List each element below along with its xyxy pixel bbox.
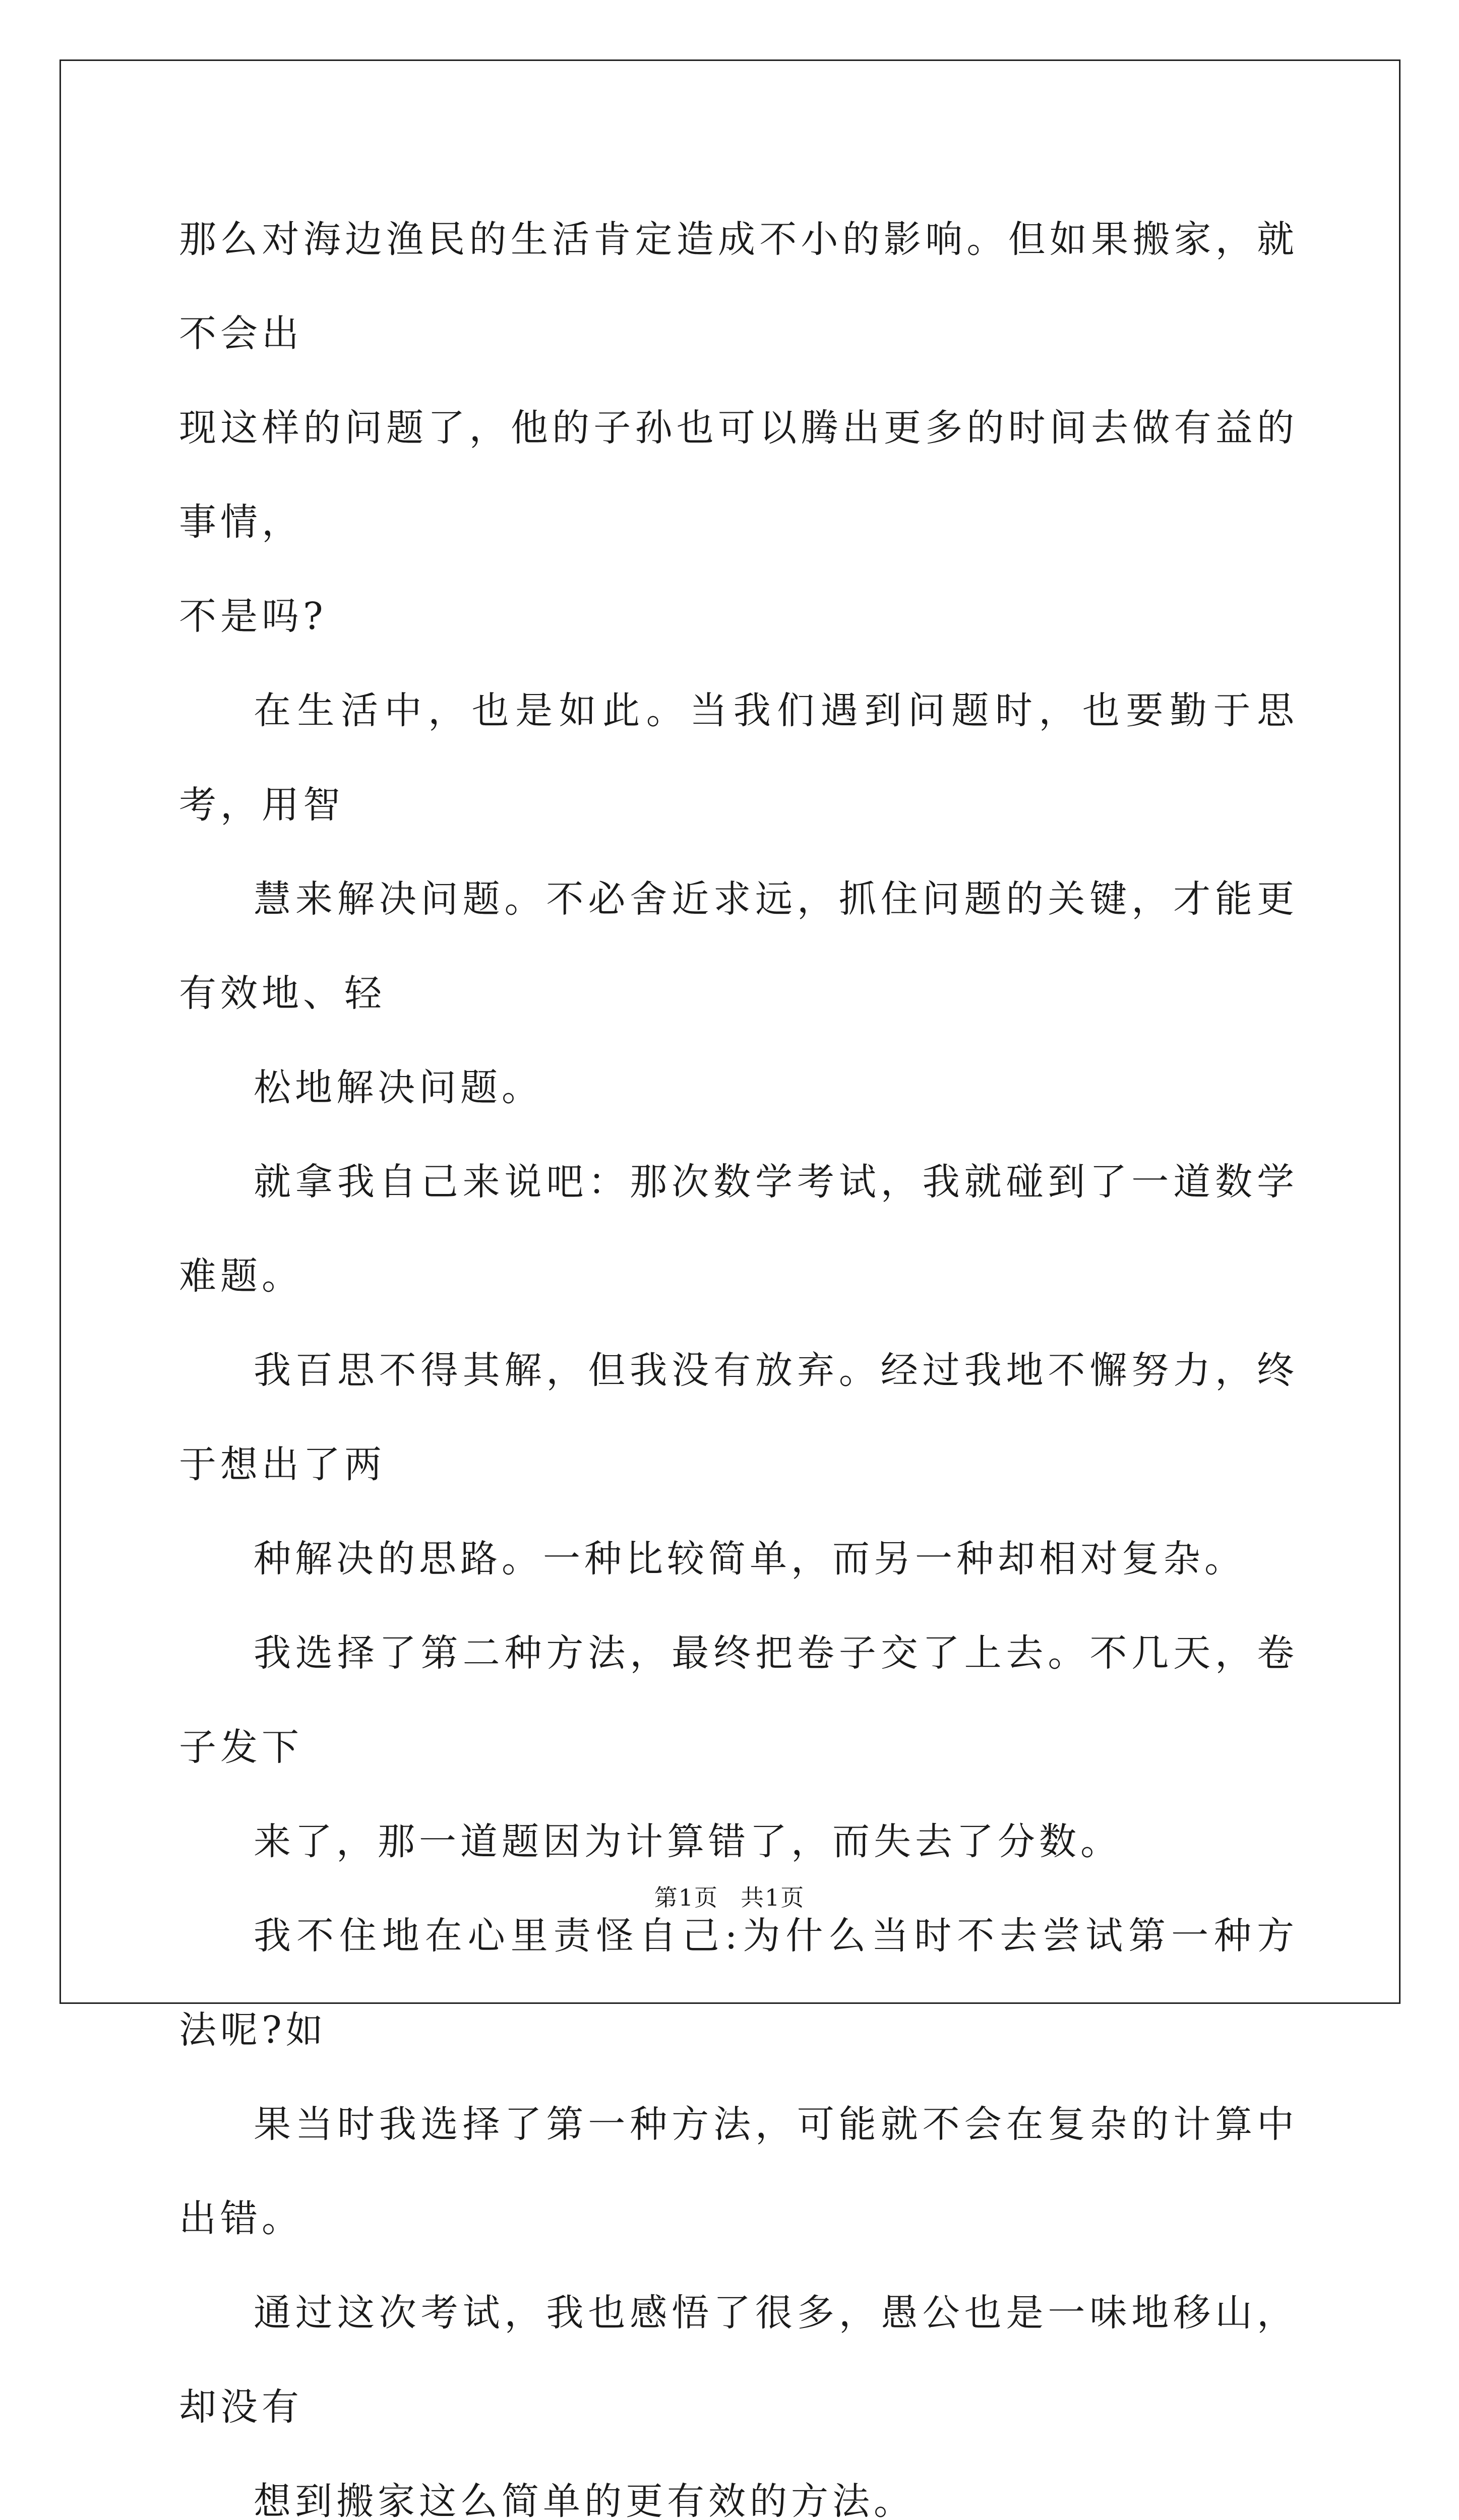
- text-line: 果当时我选择了第一种方法，可能就不会在复杂的计算中出错。: [179, 2103, 1298, 2240]
- document-body: [179, 193, 1298, 2520]
- text-line: 种解决的思路。一种比较简单，而另一种却相对复杂。: [254, 1537, 1246, 1581]
- text-line: 我选择了第二种方法，最终把卷子交了上去。不几天，卷子发下: [179, 1631, 1298, 1769]
- text-line: 来了，那一道题因为计算错了，而失去了分数。: [254, 1820, 1122, 1863]
- page-number-current: 第1页: [654, 1884, 718, 1911]
- paragraph: [179, 2266, 1298, 2520]
- paragraph: [179, 1606, 1298, 1889]
- paragraph: [179, 193, 1298, 664]
- text-line: 我百思不得其解，但我没有放弃。经过我地不懈努力，终于想出了两: [179, 1349, 1298, 1486]
- text-line: 在生活中，也是如此。当我们遇到问题时，也要勤于思考，用智: [179, 689, 1298, 827]
- text-line: 想到搬家这么简单的更有效的方法。: [254, 2480, 915, 2520]
- page-number-total: 共1页: [741, 1884, 805, 1911]
- paragraph: [179, 1889, 1298, 2266]
- text-line: 松地解决问题。: [254, 1066, 543, 1109]
- text-line: 我不住地在心里责怪自己:为什么当时不去尝试第一种方法呢?如: [179, 1914, 1298, 2052]
- text-line: 不是吗?: [179, 595, 327, 638]
- paragraph: [179, 664, 1298, 1135]
- text-line: 通过这次考试，我也感悟了很多，愚公也是一味地移山，却没有: [179, 2291, 1298, 2429]
- paragraph: [179, 1135, 1298, 1606]
- text-line: 现这样的问题了，他的子孙也可以腾出更多的时间去做有益的事情，: [179, 406, 1298, 544]
- text-line: 慧来解决问题。不必舍近求远，抓住问题的关键，才能更有效地、轻: [179, 877, 1298, 1015]
- text-line: 那么对海边渔民的生活肯定造成不小的影响。但如果搬家，就不会出: [179, 218, 1298, 355]
- page-footer: [0, 1882, 1459, 1913]
- text-line: 就拿我自己来说吧：那次数学考试，我就碰到了一道数学难题。: [179, 1160, 1298, 1298]
